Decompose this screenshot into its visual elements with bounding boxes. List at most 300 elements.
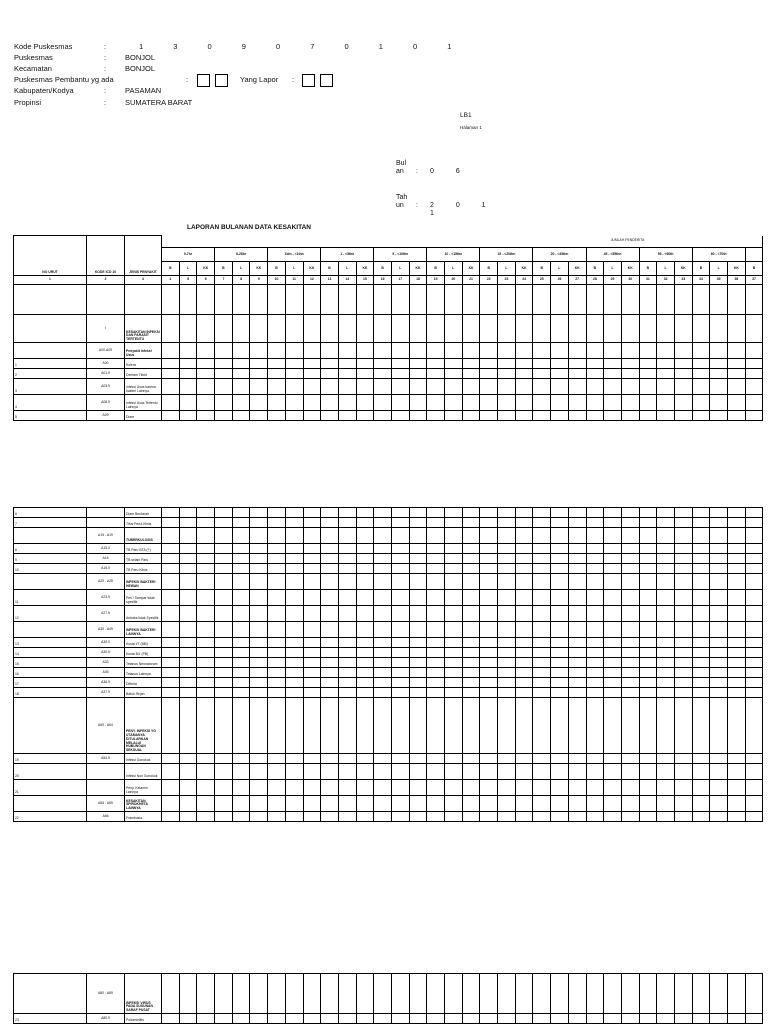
count-cell[interactable] bbox=[692, 974, 710, 1014]
count-cell[interactable] bbox=[745, 622, 763, 638]
count-cell[interactable] bbox=[498, 812, 516, 822]
count-cell[interactable] bbox=[639, 544, 657, 554]
count-cell[interactable] bbox=[391, 658, 409, 668]
count-cell[interactable] bbox=[498, 411, 516, 421]
count-cell[interactable] bbox=[374, 518, 392, 528]
count-cell[interactable] bbox=[321, 622, 339, 638]
count-cell[interactable] bbox=[445, 1014, 463, 1024]
count-cell[interactable] bbox=[215, 574, 233, 590]
count-cell[interactable] bbox=[745, 369, 763, 379]
count-cell[interactable] bbox=[551, 1014, 569, 1024]
count-cell[interactable] bbox=[250, 285, 268, 315]
count-cell[interactable] bbox=[710, 564, 728, 574]
count-cell[interactable] bbox=[321, 518, 339, 528]
count-cell[interactable] bbox=[604, 369, 622, 379]
count-cell[interactable] bbox=[674, 698, 692, 754]
count-cell[interactable] bbox=[621, 754, 639, 764]
count-cell[interactable] bbox=[250, 315, 268, 343]
count-cell[interactable] bbox=[427, 544, 445, 554]
count-cell[interactable] bbox=[268, 668, 286, 678]
count-cell[interactable] bbox=[232, 343, 250, 359]
count-cell[interactable] bbox=[232, 622, 250, 638]
count-cell[interactable] bbox=[710, 974, 728, 1014]
count-cell[interactable] bbox=[321, 359, 339, 369]
count-cell[interactable] bbox=[179, 668, 197, 678]
count-cell[interactable] bbox=[285, 812, 303, 822]
count-cell[interactable] bbox=[515, 315, 533, 343]
count-cell[interactable] bbox=[356, 285, 374, 315]
count-cell[interactable] bbox=[285, 590, 303, 606]
count-cell[interactable] bbox=[250, 590, 268, 606]
count-cell[interactable] bbox=[232, 638, 250, 648]
count-cell[interactable] bbox=[391, 395, 409, 411]
count-cell[interactable] bbox=[268, 574, 286, 590]
count-cell[interactable] bbox=[197, 622, 215, 638]
count-cell[interactable] bbox=[604, 780, 622, 796]
count-cell[interactable] bbox=[586, 574, 604, 590]
count-cell[interactable] bbox=[498, 688, 516, 698]
count-cell[interactable] bbox=[303, 315, 321, 343]
count-cell[interactable] bbox=[179, 638, 197, 648]
count-cell[interactable] bbox=[162, 544, 180, 554]
count-cell[interactable] bbox=[303, 554, 321, 564]
count-cell[interactable] bbox=[197, 508, 215, 518]
count-cell[interactable] bbox=[427, 658, 445, 668]
count-cell[interactable] bbox=[338, 315, 356, 343]
count-cell[interactable] bbox=[303, 285, 321, 315]
count-cell[interactable] bbox=[674, 648, 692, 658]
count-cell[interactable] bbox=[162, 528, 180, 544]
count-cell[interactable] bbox=[745, 1014, 763, 1024]
count-cell[interactable] bbox=[338, 590, 356, 606]
count-cell[interactable] bbox=[268, 606, 286, 622]
count-cell[interactable] bbox=[568, 638, 586, 648]
count-cell[interactable] bbox=[232, 754, 250, 764]
count-cell[interactable] bbox=[480, 606, 498, 622]
count-cell[interactable] bbox=[621, 395, 639, 411]
count-cell[interactable] bbox=[586, 754, 604, 764]
count-cell[interactable] bbox=[621, 658, 639, 668]
count-cell[interactable] bbox=[621, 974, 639, 1014]
count-cell[interactable] bbox=[409, 518, 427, 528]
count-cell[interactable] bbox=[480, 508, 498, 518]
count-cell[interactable] bbox=[445, 622, 463, 638]
count-cell[interactable] bbox=[515, 796, 533, 812]
count-cell[interactable] bbox=[710, 688, 728, 698]
count-cell[interactable] bbox=[533, 285, 551, 315]
count-cell[interactable] bbox=[285, 411, 303, 421]
count-cell[interactable] bbox=[197, 754, 215, 764]
count-cell[interactable] bbox=[728, 764, 746, 780]
count-cell[interactable] bbox=[568, 285, 586, 315]
count-cell[interactable] bbox=[498, 974, 516, 1014]
count-cell[interactable] bbox=[250, 678, 268, 688]
count-cell[interactable] bbox=[710, 574, 728, 590]
count-cell[interactable] bbox=[462, 698, 480, 754]
count-cell[interactable] bbox=[728, 1014, 746, 1024]
count-cell[interactable] bbox=[179, 754, 197, 764]
count-cell[interactable] bbox=[657, 974, 675, 1014]
count-cell[interactable] bbox=[338, 638, 356, 648]
count-cell[interactable] bbox=[285, 379, 303, 395]
count-cell[interactable] bbox=[621, 678, 639, 688]
count-cell[interactable] bbox=[745, 754, 763, 764]
count-cell[interactable] bbox=[409, 648, 427, 658]
count-cell[interactable] bbox=[568, 359, 586, 369]
count-cell[interactable] bbox=[657, 343, 675, 359]
count-cell[interactable] bbox=[162, 780, 180, 796]
count-cell[interactable] bbox=[215, 780, 233, 796]
count-cell[interactable] bbox=[604, 315, 622, 343]
count-cell[interactable] bbox=[728, 343, 746, 359]
count-cell[interactable] bbox=[162, 974, 180, 1014]
count-cell[interactable] bbox=[551, 508, 569, 518]
count-cell[interactable] bbox=[586, 638, 604, 648]
count-cell[interactable] bbox=[710, 812, 728, 822]
count-cell[interactable] bbox=[197, 369, 215, 379]
count-cell[interactable] bbox=[551, 638, 569, 648]
count-cell[interactable] bbox=[427, 554, 445, 564]
count-cell[interactable] bbox=[480, 1014, 498, 1024]
count-cell[interactable] bbox=[391, 754, 409, 764]
count-cell[interactable] bbox=[409, 796, 427, 812]
count-cell[interactable] bbox=[321, 574, 339, 590]
count-cell[interactable] bbox=[568, 688, 586, 698]
count-cell[interactable] bbox=[604, 606, 622, 622]
count-cell[interactable] bbox=[533, 688, 551, 698]
count-cell[interactable] bbox=[427, 796, 445, 812]
count-cell[interactable] bbox=[604, 379, 622, 395]
count-cell[interactable] bbox=[162, 754, 180, 764]
count-cell[interactable] bbox=[568, 544, 586, 554]
count-cell[interactable] bbox=[462, 606, 480, 622]
count-cell[interactable] bbox=[639, 590, 657, 606]
count-cell[interactable] bbox=[356, 554, 374, 564]
count-cell[interactable] bbox=[515, 285, 533, 315]
count-cell[interactable] bbox=[568, 622, 586, 638]
count-cell[interactable] bbox=[692, 508, 710, 518]
count-cell[interactable] bbox=[515, 678, 533, 688]
count-cell[interactable] bbox=[179, 544, 197, 554]
count-cell[interactable] bbox=[480, 974, 498, 1014]
count-cell[interactable] bbox=[321, 315, 339, 343]
count-cell[interactable] bbox=[674, 796, 692, 812]
count-cell[interactable] bbox=[250, 359, 268, 369]
count-cell[interactable] bbox=[674, 622, 692, 638]
count-cell[interactable] bbox=[728, 668, 746, 678]
count-cell[interactable] bbox=[427, 974, 445, 1014]
count-cell[interactable] bbox=[604, 564, 622, 574]
count-cell[interactable] bbox=[162, 285, 180, 315]
count-cell[interactable] bbox=[321, 411, 339, 421]
count-cell[interactable] bbox=[657, 606, 675, 622]
count-cell[interactable] bbox=[692, 688, 710, 698]
count-cell[interactable] bbox=[586, 688, 604, 698]
count-cell[interactable] bbox=[692, 658, 710, 668]
count-cell[interactable] bbox=[657, 812, 675, 822]
count-cell[interactable] bbox=[391, 574, 409, 590]
count-cell[interactable] bbox=[568, 411, 586, 421]
count-cell[interactable] bbox=[621, 638, 639, 648]
count-cell[interactable] bbox=[321, 395, 339, 411]
count-cell[interactable] bbox=[515, 528, 533, 544]
count-cell[interactable] bbox=[551, 658, 569, 668]
count-cell[interactable] bbox=[409, 369, 427, 379]
count-cell[interactable] bbox=[692, 678, 710, 688]
count-cell[interactable] bbox=[391, 688, 409, 698]
count-cell[interactable] bbox=[374, 379, 392, 395]
count-cell[interactable] bbox=[303, 638, 321, 648]
count-cell[interactable] bbox=[268, 780, 286, 796]
count-cell[interactable] bbox=[338, 359, 356, 369]
count-cell[interactable] bbox=[409, 315, 427, 343]
count-cell[interactable] bbox=[250, 379, 268, 395]
count-cell[interactable] bbox=[303, 622, 321, 638]
count-cell[interactable] bbox=[427, 1014, 445, 1024]
count-cell[interactable] bbox=[728, 518, 746, 528]
count-cell[interactable] bbox=[568, 315, 586, 343]
count-cell[interactable] bbox=[179, 658, 197, 668]
count-cell[interactable] bbox=[250, 574, 268, 590]
count-cell[interactable] bbox=[728, 590, 746, 606]
count-cell[interactable] bbox=[179, 518, 197, 528]
count-cell[interactable] bbox=[338, 379, 356, 395]
count-cell[interactable] bbox=[462, 678, 480, 688]
count-cell[interactable] bbox=[303, 528, 321, 544]
count-cell[interactable] bbox=[498, 574, 516, 590]
count-cell[interactable] bbox=[728, 359, 746, 369]
count-cell[interactable] bbox=[745, 343, 763, 359]
count-cell[interactable] bbox=[621, 528, 639, 544]
count-cell[interactable] bbox=[338, 395, 356, 411]
count-cell[interactable] bbox=[604, 285, 622, 315]
count-cell[interactable] bbox=[462, 518, 480, 528]
count-cell[interactable] bbox=[232, 359, 250, 369]
count-cell[interactable] bbox=[427, 518, 445, 528]
count-cell[interactable] bbox=[604, 554, 622, 564]
count-cell[interactable] bbox=[215, 796, 233, 812]
count-cell[interactable] bbox=[268, 554, 286, 564]
count-cell[interactable] bbox=[445, 411, 463, 421]
count-cell[interactable] bbox=[674, 780, 692, 796]
count-cell[interactable] bbox=[745, 678, 763, 688]
count-cell[interactable] bbox=[515, 411, 533, 421]
count-cell[interactable] bbox=[285, 564, 303, 574]
count-cell[interactable] bbox=[197, 518, 215, 528]
count-cell[interactable] bbox=[745, 688, 763, 698]
count-cell[interactable] bbox=[586, 622, 604, 638]
count-cell[interactable] bbox=[338, 688, 356, 698]
count-cell[interactable] bbox=[197, 395, 215, 411]
count-cell[interactable] bbox=[745, 658, 763, 668]
count-cell[interactable] bbox=[728, 564, 746, 574]
count-cell[interactable] bbox=[197, 796, 215, 812]
count-cell[interactable] bbox=[232, 678, 250, 688]
count-cell[interactable] bbox=[586, 1014, 604, 1024]
count-cell[interactable] bbox=[338, 564, 356, 574]
count-cell[interactable] bbox=[674, 411, 692, 421]
count-cell[interactable] bbox=[197, 574, 215, 590]
count-cell[interactable] bbox=[250, 622, 268, 638]
count-cell[interactable] bbox=[515, 564, 533, 574]
count-cell[interactable] bbox=[745, 590, 763, 606]
count-cell[interactable] bbox=[498, 528, 516, 544]
count-cell[interactable] bbox=[515, 379, 533, 395]
count-cell[interactable] bbox=[568, 518, 586, 528]
count-cell[interactable] bbox=[268, 764, 286, 780]
count-cell[interactable] bbox=[427, 343, 445, 359]
count-cell[interactable] bbox=[250, 796, 268, 812]
count-cell[interactable] bbox=[745, 574, 763, 590]
count-cell[interactable] bbox=[710, 315, 728, 343]
count-cell[interactable] bbox=[303, 606, 321, 622]
count-cell[interactable] bbox=[162, 554, 180, 564]
count-cell[interactable] bbox=[728, 379, 746, 395]
count-cell[interactable] bbox=[321, 1014, 339, 1024]
count-cell[interactable] bbox=[321, 285, 339, 315]
count-cell[interactable] bbox=[692, 379, 710, 395]
count-cell[interactable] bbox=[338, 528, 356, 544]
count-cell[interactable] bbox=[533, 638, 551, 648]
count-cell[interactable] bbox=[692, 638, 710, 648]
count-cell[interactable] bbox=[657, 411, 675, 421]
count-cell[interactable] bbox=[391, 698, 409, 754]
count-cell[interactable] bbox=[515, 1014, 533, 1024]
count-cell[interactable] bbox=[568, 590, 586, 606]
count-cell[interactable] bbox=[215, 638, 233, 648]
count-cell[interactable] bbox=[303, 395, 321, 411]
count-cell[interactable] bbox=[250, 812, 268, 822]
count-cell[interactable] bbox=[338, 678, 356, 688]
count-cell[interactable] bbox=[356, 812, 374, 822]
count-cell[interactable] bbox=[374, 688, 392, 698]
count-cell[interactable] bbox=[250, 564, 268, 574]
count-cell[interactable] bbox=[692, 606, 710, 622]
count-cell[interactable] bbox=[303, 648, 321, 658]
count-cell[interactable] bbox=[162, 359, 180, 369]
count-cell[interactable] bbox=[215, 668, 233, 678]
count-cell[interactable] bbox=[462, 590, 480, 606]
count-cell[interactable] bbox=[728, 411, 746, 421]
count-cell[interactable] bbox=[409, 359, 427, 369]
count-cell[interactable] bbox=[692, 812, 710, 822]
count-cell[interactable] bbox=[604, 343, 622, 359]
pustu-box-2[interactable] bbox=[215, 74, 228, 87]
count-cell[interactable] bbox=[710, 508, 728, 518]
count-cell[interactable] bbox=[285, 638, 303, 648]
count-cell[interactable] bbox=[568, 812, 586, 822]
count-cell[interactable] bbox=[374, 606, 392, 622]
count-cell[interactable] bbox=[268, 411, 286, 421]
count-cell[interactable] bbox=[215, 518, 233, 528]
count-cell[interactable] bbox=[728, 754, 746, 764]
count-cell[interactable] bbox=[621, 564, 639, 574]
count-cell[interactable] bbox=[692, 359, 710, 369]
count-cell[interactable] bbox=[356, 518, 374, 528]
count-cell[interactable] bbox=[710, 379, 728, 395]
count-cell[interactable] bbox=[498, 315, 516, 343]
count-cell[interactable] bbox=[215, 606, 233, 622]
count-cell[interactable] bbox=[533, 528, 551, 544]
count-cell[interactable] bbox=[657, 315, 675, 343]
count-cell[interactable] bbox=[515, 395, 533, 411]
count-cell[interactable] bbox=[374, 574, 392, 590]
count-cell[interactable] bbox=[285, 369, 303, 379]
count-cell[interactable] bbox=[674, 508, 692, 518]
count-cell[interactable] bbox=[445, 369, 463, 379]
count-cell[interactable] bbox=[639, 780, 657, 796]
count-cell[interactable] bbox=[586, 411, 604, 421]
count-cell[interactable] bbox=[445, 574, 463, 590]
count-cell[interactable] bbox=[745, 528, 763, 544]
count-cell[interactable] bbox=[498, 554, 516, 564]
count-cell[interactable] bbox=[268, 648, 286, 658]
count-cell[interactable] bbox=[498, 638, 516, 648]
count-cell[interactable] bbox=[374, 1014, 392, 1024]
count-cell[interactable] bbox=[710, 648, 728, 658]
count-cell[interactable] bbox=[232, 554, 250, 564]
count-cell[interactable] bbox=[215, 698, 233, 754]
count-cell[interactable] bbox=[179, 315, 197, 343]
count-cell[interactable] bbox=[179, 359, 197, 369]
count-cell[interactable] bbox=[356, 688, 374, 698]
count-cell[interactable] bbox=[268, 688, 286, 698]
count-cell[interactable] bbox=[356, 796, 374, 812]
count-cell[interactable] bbox=[710, 638, 728, 648]
count-cell[interactable] bbox=[745, 648, 763, 658]
count-cell[interactable] bbox=[356, 606, 374, 622]
count-cell[interactable] bbox=[657, 764, 675, 780]
count-cell[interactable] bbox=[710, 395, 728, 411]
count-cell[interactable] bbox=[674, 315, 692, 343]
count-cell[interactable] bbox=[321, 343, 339, 359]
count-cell[interactable] bbox=[427, 395, 445, 411]
count-cell[interactable] bbox=[162, 574, 180, 590]
count-cell[interactable] bbox=[162, 395, 180, 411]
count-cell[interactable] bbox=[162, 688, 180, 698]
count-cell[interactable] bbox=[621, 812, 639, 822]
count-cell[interactable] bbox=[232, 369, 250, 379]
count-cell[interactable] bbox=[409, 812, 427, 822]
count-cell[interactable] bbox=[745, 698, 763, 754]
count-cell[interactable] bbox=[657, 359, 675, 369]
count-cell[interactable] bbox=[745, 554, 763, 564]
count-cell[interactable] bbox=[215, 285, 233, 315]
count-cell[interactable] bbox=[674, 1014, 692, 1024]
count-cell[interactable] bbox=[462, 668, 480, 678]
count-cell[interactable] bbox=[568, 528, 586, 544]
count-cell[interactable] bbox=[179, 698, 197, 754]
count-cell[interactable] bbox=[639, 379, 657, 395]
count-cell[interactable] bbox=[427, 688, 445, 698]
count-cell[interactable] bbox=[268, 379, 286, 395]
count-cell[interactable] bbox=[162, 1014, 180, 1024]
count-cell[interactable] bbox=[745, 518, 763, 528]
count-cell[interactable] bbox=[427, 678, 445, 688]
count-cell[interactable] bbox=[462, 754, 480, 764]
count-cell[interactable] bbox=[498, 544, 516, 554]
count-cell[interactable] bbox=[639, 812, 657, 822]
count-cell[interactable] bbox=[674, 812, 692, 822]
count-cell[interactable] bbox=[462, 395, 480, 411]
count-cell[interactable] bbox=[356, 974, 374, 1014]
count-cell[interactable] bbox=[268, 359, 286, 369]
count-cell[interactable] bbox=[515, 780, 533, 796]
count-cell[interactable] bbox=[692, 780, 710, 796]
count-cell[interactable] bbox=[604, 395, 622, 411]
count-cell[interactable] bbox=[639, 411, 657, 421]
count-cell[interactable] bbox=[445, 285, 463, 315]
